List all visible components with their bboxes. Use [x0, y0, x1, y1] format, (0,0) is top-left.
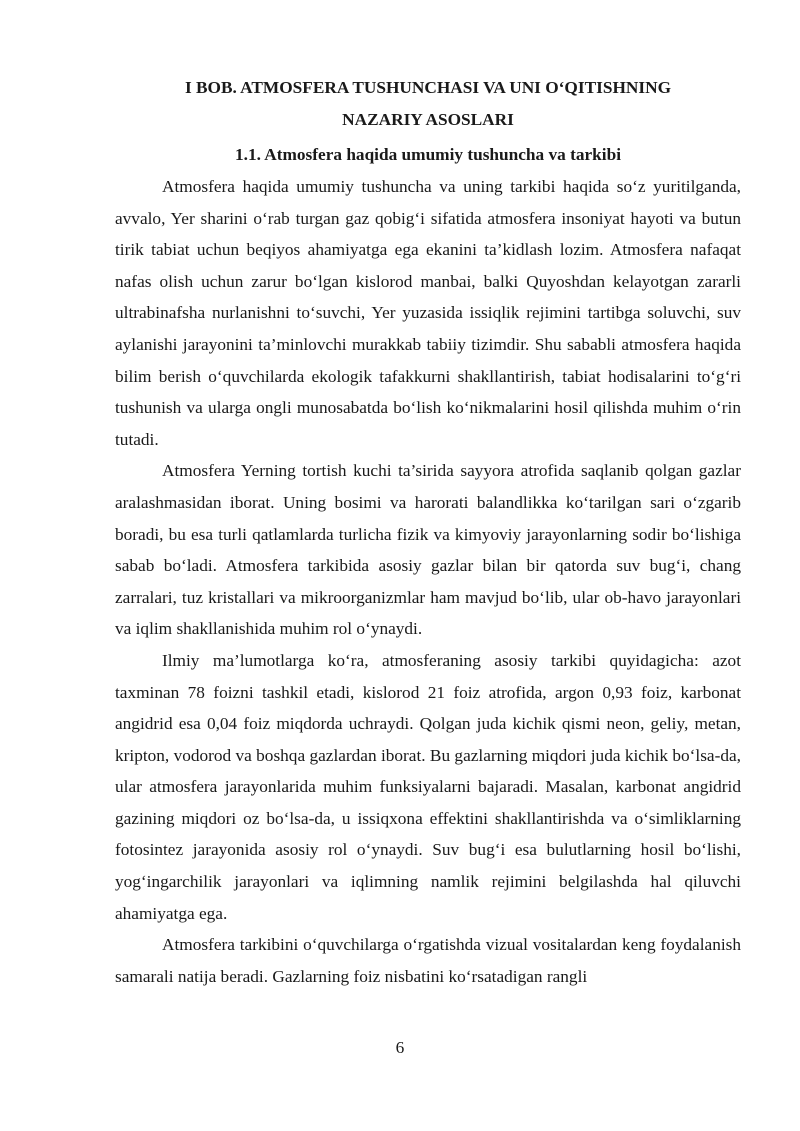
section-title: 1.1. Atmosfera haqida umumiy tushuncha va tarkibi: [234, 145, 621, 164]
paragraph-2: Atmosfera Yerning tortish kuchi ta’sirida sayyora atrofida saqlanib qolgan gazlar aralashmasidan iborat. Uning bosimi va harorati balandlikka ko‘tarilgan sari o‘zgarib boradi, bu esa turli qatlamlarda turlicha fizik va kimyoviy jarayonlarning sodir bo‘lishiga sabab bo‘ladi. Atmosfera tarkibida asosiy gazlar bilan bir qatorda suv bug‘i, chang zarralari, tuz kristallari va mikroorganizmlar ham mavjud bo‘lib, ular ob-havo jarayonlari va iqlim shakllanishida muhim rol o‘ynaydi.: [115, 461, 741, 639]
paragraph-4: Atmosfera tarkibini o‘quvchilarga o‘rgatishda vizual vositalardan keng foydalanish samarali natija beradi. Gazlarning foiz nisbatini ko‘rsatadigan rangli: [115, 935, 741, 986]
chapter-title: [115, 72, 741, 136]
chapter-title-line2: NAZARIY ASOSLARI: [342, 110, 514, 129]
page-number: 6: [395, 1038, 405, 1057]
document-page: [115, 72, 741, 992]
chapter-title-line1: I BOB. ATMOSFERA TUSHUNCHASI VA UNI O‘QITISHNING: [184, 78, 672, 97]
paragraph-1: Atmosfera haqida umumiy tushuncha va uning tarkibi haqida so‘z yuritilganda, avvalo, Yer sharini o‘rab turgan gaz qobig‘i sifatida atmosfera insoniyat hayoti va butun tirik tabiat uchun beqiyos ahamiyatga ega ekanini ta’kidlash lozim. Atmosfera nafaqat nafas olish uchun zarur bo‘lgan kislorod manbai, balki Quyoshdan kelayotgan zararli ultrabinafsha nurlanishni to‘suvchi, Yer yuzasida issiqlik rejimini tartibga soluvchi, suv aylanishi jarayonini ta’minlovchi murakkab tabiiy tizimdir. Shu sababli atmosfera haqida bilim berish o‘quvchilarda ekologik tafakkurni shakllantirish, tabiat hodisalarini to‘g‘ri tushunish va ularga ongli munosabatda bo‘lish ko‘nikmalarini hosil qilishda muhim o‘rin tutadi.: [115, 177, 741, 449]
paragraph-3: Ilmiy ma’lumotlarga ko‘ra, atmosferaning asosiy tarkibi quyidagicha: azot taxminan 78 foizni tashkil etadi, kislorod 21 foiz atrofida, argon 0,93 foiz, karbonat angidrid esa 0,04 foiz miqdorda uchraydi. Qolgan juda kichik qismi neon, geliy, metan, kripton, vodorod va boshqa gazlardan iborat. Bu gazlarning miqdori juda kichik bo‘lsa-da, ular atmosfera jarayonlarida muhim funksiyalarni bajaradi. Masalan, karbonat angidrid gazining miqdori oz bo‘lsa-da, u issiqxona effektini shakllantirishda va o‘simliklarning fotosintez jarayonida asosiy rol o‘ynaydi. Suv bug‘i esa bulutlarning hosil bo‘lishi, yog‘ingarchilik jarayonlari va iqlimning namlik rejimini belgilashda hal qiluvchi ahamiyatga ega.: [115, 650, 741, 923]
